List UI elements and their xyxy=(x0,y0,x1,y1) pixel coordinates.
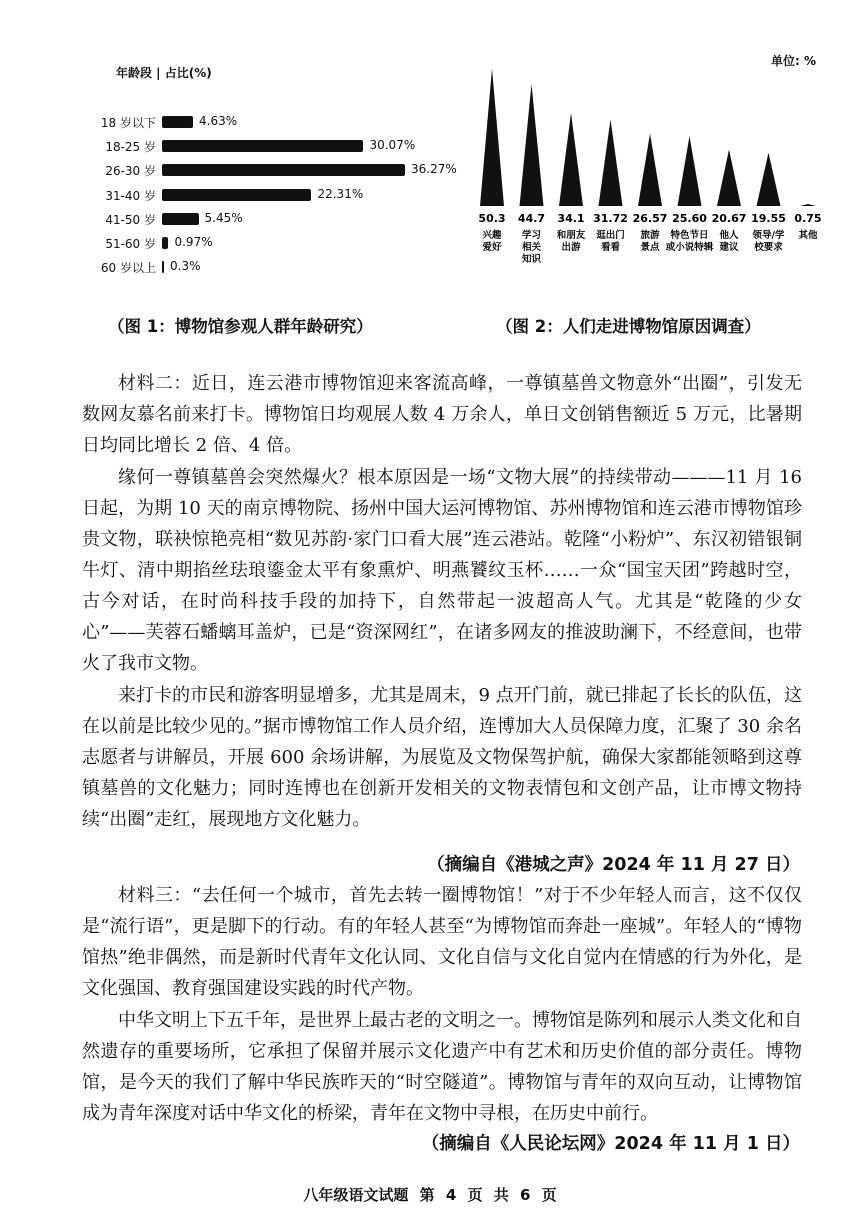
chart1-row xyxy=(60,159,460,181)
chart2-bar xyxy=(559,113,583,206)
chart2-value-label: 19.55 xyxy=(751,212,786,225)
figure1-caption: （图 1：博物馆参观人群年龄研究） xyxy=(108,317,373,336)
chart2-value-label: 20.67 xyxy=(711,212,747,225)
chart2-value-label: 34.1 xyxy=(557,212,585,225)
paragraph-civilization: 中华文明上下五千年，是世界上最古老的文明之一。博物馆是陈列和展示人类文化和自然遗存的重要场所，它承担了保留并展示文化遗产中有艺术和历史价值的部分责任。博物馆，是今天的我们了解中华民族昨天的“时空隧道”。博物馆与青年的双向互动，让博物馆成为青年深度对话中华文化的桥梁，青年在文物中寻根，在历史中前行。 xyxy=(82,1010,802,1124)
chart2-bar xyxy=(800,204,816,206)
chart2-bar xyxy=(480,69,504,206)
chart1-category-label: 51-60 岁 xyxy=(105,237,156,251)
chart1-bar xyxy=(162,164,405,176)
chart2-bar xyxy=(678,136,702,206)
chart1-value-label: 0.97% xyxy=(174,235,213,249)
chart2-bar xyxy=(717,150,741,206)
chart1-value-label: 0.3% xyxy=(170,259,201,274)
chart1-category-label: 26-30 岁 xyxy=(105,164,156,179)
chart2-bar xyxy=(638,133,662,206)
chart2-value-label: 44.7 xyxy=(517,212,546,225)
paragraph-exhibition: 缘何一尊镇墓兽会突然爆火？根本原因是一场“文物大展”的持续带动———11 月 16 日起，为期 10 天的南京博物院、扬州中国大运河博物馆、苏州博物馆和连云港市博物馆珍贵文物，联袂惊艳亮相“数见苏韵·家门口看大展”连云港站。乾隆“小粉炉”、东汉初错银铜牛灯、清中期掐丝珐琅鎏金太平有象熏炉、明燕饕纹玉杯……一众“国宝天团”跨越时空，古今对话，在时尚科技手段的加持下，自然带起一波超高人气。尤其是“乾隆的少女心”——芙蓉石蟠螭耳盖炉，已是“资深网红”，在诸多网友的推波助澜下，不经意间，也带火了我市文物。 xyxy=(82,467,802,674)
chart2-category-label: 特色节日或小说特辑 xyxy=(665,230,714,253)
chart2-bar xyxy=(757,153,781,206)
chart1-row xyxy=(60,184,460,206)
chart1-category-label: 18-25 岁 xyxy=(105,140,156,155)
chart2-category-label: 领导/学校要求 xyxy=(752,230,785,253)
chart2-category-label: 其他 xyxy=(798,230,818,241)
chart2-value-label: 25.60 xyxy=(672,212,707,225)
chart2-category-label: 和朋友出游 xyxy=(556,230,586,253)
chart2-category-label: 兴趣爱好 xyxy=(482,230,502,253)
chart1-bar xyxy=(162,237,168,249)
chart1-row xyxy=(60,208,460,230)
chart1-row xyxy=(60,256,460,278)
chart2-value-label: 31.72 xyxy=(593,212,628,225)
chart1-header: 年龄段 | 占比(%) xyxy=(116,66,212,80)
source-citation: （摘编自《港城之声》2024 年 11 月 27 日） xyxy=(427,855,800,875)
paragraph-material-2: 材料二：近日，连云港市博物馆迎来客流高峰，一尊镇墓兽文物意外“出圈”，引发无数网友慕名前来打卡。博物馆日均观展人数 4 万余人，单日文创销售额近 5 万元，比暑期日均同比增长 2 倍、4 倍。 xyxy=(82,373,802,456)
chart2 xyxy=(470,60,830,270)
chart1-bar xyxy=(162,189,311,201)
chart1-value-label: 22.31% xyxy=(317,186,364,201)
chart2-category-label: 他人建议 xyxy=(719,230,739,253)
chart2-bar xyxy=(520,84,544,206)
paragraph-material-3: 材料三：“去任何一个城市，首先去转一圈博物馆！”对于不少年轻人而言，这不仅仅是“流行语”，更是脚下的行动。有的年轻人甚至“为博物馆而奔赴一座城”。年轻人的“博物馆热”绝非偶然，而是新时代青年文化认同、文化自信与文化自觉内在情感的行为外化，是文化强国、教育强国建设实践的时代产物。 xyxy=(82,885,802,999)
chart1-row xyxy=(60,111,460,133)
chart1-bar xyxy=(162,261,164,273)
chart1-value-label: 30.07% xyxy=(369,138,416,153)
chart2-category-label: 逛出门看看 xyxy=(596,230,625,253)
chart1-bar xyxy=(162,116,193,128)
chart2-category-label: 学习相关知识 xyxy=(521,230,542,265)
chart2-category-label: 旅游景点 xyxy=(640,230,660,253)
chart2-value-label: 50.3 xyxy=(478,212,506,225)
chart1-category-label: 41-50 岁 xyxy=(105,212,156,227)
chart1-bar xyxy=(162,213,199,225)
chart1-category-label: 60 岁以上 xyxy=(100,261,156,276)
chart2-value-label: 26.57 xyxy=(632,212,668,225)
source-citation: （摘编自《人民论坛网》2024 年 11 月 1 日） xyxy=(421,1134,800,1154)
chart1-value-label: 5.45% xyxy=(204,210,243,225)
chart1-value-label: 36.27% xyxy=(411,162,457,177)
chart2-value-label: 0.75 xyxy=(794,212,822,225)
chart1-category-label: 18 岁以下 xyxy=(100,116,156,130)
page-footer: 八年级语文试题 第 4 页 共 6 页 xyxy=(303,1186,557,1204)
chart2-bar xyxy=(599,119,623,206)
chart1-value-label: 4.63% xyxy=(199,114,238,128)
chart1-row xyxy=(60,135,460,157)
chart2-unit: 单位: % xyxy=(770,54,816,68)
chart1-category-label: 31-40 岁 xyxy=(105,188,156,203)
paragraph-visitors: 来打卡的市民和游客明显增多，尤其是周末，9 点开门前，就已排起了长长的队伍，这在以前是比较少见的。”据市博物馆工作人员介绍，连博加大人员保障力度，汇聚了 30 余名志愿者与讲解员，开展 600 余场讲解，为展览及文物保驾护航，确保大家都能领略到这尊镇墓兽的文化魅力；同时连博也在创新开发相关的文物表情包和文创产品，让市博文物持续“出圈”走红，展现地方文化魅力。 xyxy=(82,685,802,830)
chart1-bar xyxy=(162,140,363,152)
figure2-caption: （图 2：人们走进博物馆原因调查） xyxy=(496,317,761,336)
chart1-row xyxy=(60,232,460,254)
